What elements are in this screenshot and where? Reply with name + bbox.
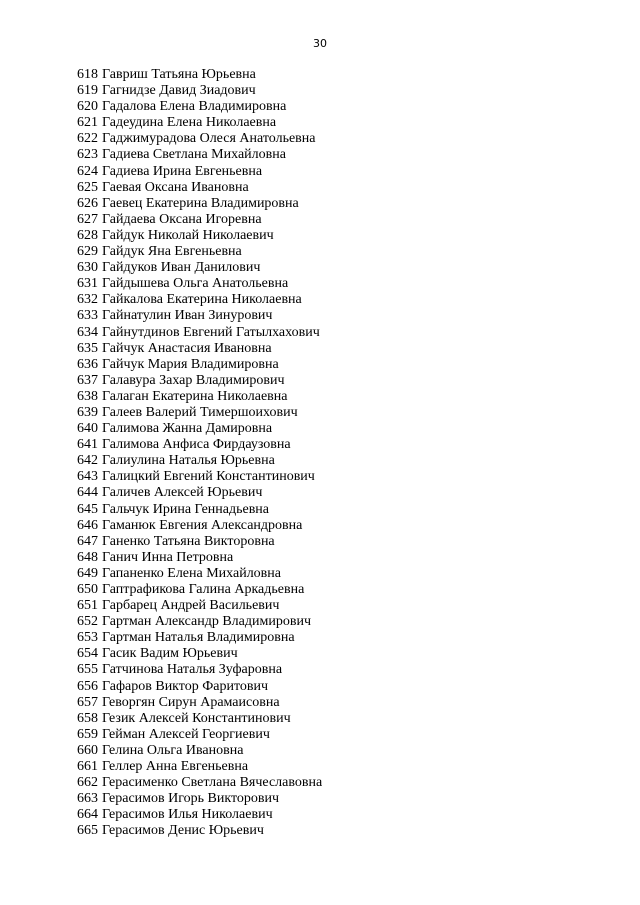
list-item [77,566,322,582]
entry-number: 651 [77,598,98,614]
entry-number: 619 [77,83,98,99]
entry-name: Галеев Валерий Тимершоихович [102,404,298,420]
entry-number: 645 [77,501,98,517]
entry-name: Гайдышева Ольга Анатольевна [102,276,289,292]
entry-name: Гавриш Татьяна Юрьевна [102,67,256,82]
list-item [77,662,322,678]
entry-name: Гезик Алексей Константинович [102,710,291,726]
entry-number: 662 [77,775,98,791]
entry-name: Галицкий Евгений Константинович [102,469,315,485]
list-item [77,147,322,163]
entry-name: Гафаров Виктор Фаритович [102,678,269,694]
entry-name: Галимова Анфиса Фирдаузовна [102,437,291,453]
entry-name: Гайкалова Екатерина Николаевна [102,292,302,308]
entry-name: Гайчук Анастасия Ивановна [102,340,272,356]
entry-name: Галиулина Наталья Юрьевна [102,453,275,469]
entry-number: 658 [77,710,98,726]
entry-name: Герасимов Илья Николаевич [102,807,273,823]
entry-name: Ганенко Татьяна Викторовна [102,533,275,549]
list-item [77,180,322,196]
list-item [77,405,322,421]
entry-name: Гайдуков Иван Данилович [102,260,261,276]
entry-name: Гелина Ольга Ивановна [102,742,244,758]
list-item [77,228,322,244]
entry-name: Гайдук Яна Евгеньевна [102,244,242,260]
list-item [77,630,322,646]
entry-name: Гадеудина Елена Николаевна [102,115,277,131]
entry-number: 639 [77,404,98,420]
entry-name: Гапаненко Елена Михайловна [102,565,281,581]
entry-number: 636 [77,356,98,372]
entry-name: Галаган Екатерина Николаевна [102,388,288,404]
entry-name: Герасимов Игорь Викторович [102,791,280,807]
list-item [77,485,322,501]
entry-number: 657 [77,694,98,710]
list-item [77,196,322,212]
list-item [77,823,322,839]
entry-name: Гайнатулин Иван Зинурович [102,308,273,324]
list-item [77,373,322,389]
list-item [77,437,322,453]
list-item [77,727,322,743]
list-item [77,164,322,180]
list-item [77,212,322,228]
entry-number: 655 [77,662,98,678]
entry-name: Гадиева Светлана Михайловна [102,147,286,163]
list-item [77,325,322,341]
entry-number: 626 [77,195,98,211]
list-item [77,453,322,469]
entry-name: Герасимов Денис Юрьевич [102,823,264,839]
list-item [77,711,322,727]
entry-number: 630 [77,260,98,276]
list-item [77,389,322,405]
entry-number: 650 [77,582,98,597]
list-item [77,518,322,534]
list-item [77,646,322,662]
entry-number: 648 [77,549,98,565]
entry-number: 664 [77,807,98,823]
entry-name: Галичев Алексей Юрьевич [102,485,263,501]
entry-name: Гаптрафикова Галина Аркадьевна [102,582,305,597]
entry-number: 649 [77,565,98,581]
list-item [77,550,322,566]
entry-number: 660 [77,742,98,758]
entry-name: Гайдук Николай Николаевич [102,227,274,243]
entry-number: 644 [77,485,98,501]
list-item [77,357,322,373]
entry-number: 665 [77,823,98,839]
entry-name: Галимова Жанна Дамировна [102,421,273,437]
list-item [77,276,322,292]
entry-number: 643 [77,469,98,485]
entry-name: Геллер Анна Евгеньевна [102,759,249,775]
entry-name: Гадиева Ирина Евгеньевна [102,163,263,179]
list-item [77,679,322,695]
name-list [77,67,322,840]
entry-number: 647 [77,533,98,549]
entry-number: 654 [77,646,98,662]
entry-name: Гайдаева Оксана Игоревна [102,211,262,227]
entry-name: Ганич Инна Петровна [102,549,234,565]
entry-name: Гагнидзе Давид Зиадович [102,83,256,99]
entry-number: 632 [77,292,98,308]
list-item [77,115,322,131]
entry-number: 659 [77,726,98,742]
list-item [77,421,322,437]
entry-name: Геворгян Сирун Арамаисовна [102,694,280,710]
list-item [77,131,322,147]
list-item [77,759,322,775]
list-item [77,308,322,324]
entry-number: 628 [77,227,98,243]
entry-number: 618 [77,67,98,82]
list-item [77,244,322,260]
list-item [77,83,322,99]
entry-number: 634 [77,324,98,340]
entry-name: Гасик Вадим Юрьевич [102,646,238,662]
entry-name: Герасименко Светлана Вячеславовна [102,775,323,791]
entry-number: 625 [77,179,98,195]
entry-number: 652 [77,614,98,630]
list-item [77,67,322,83]
entry-name: Гайнутдинов Евгений Гатылхахович [102,324,320,340]
list-item [77,502,322,518]
list-item [77,791,322,807]
list-item [77,743,322,759]
entry-number: 661 [77,759,98,775]
entry-number: 633 [77,308,98,324]
list-item [77,598,322,614]
entry-number: 631 [77,276,98,292]
entry-name: Гарбарец Андрей Васильевич [102,598,280,614]
entry-name: Гартман Наталья Владимировна [102,630,295,646]
entry-number: 629 [77,244,98,260]
list-item [77,99,322,115]
entry-name: Гадалова Елена Владимировна [102,99,287,115]
entry-name: Гайчук Мария Владимировна [102,356,279,372]
list-item [77,582,322,598]
entry-number: 638 [77,388,98,404]
entry-name: Гартман Александр Владимирович [102,614,311,630]
entry-number: 623 [77,147,98,163]
entry-name: Гальчук Ирина Геннадьевна [102,501,270,517]
entry-name: Гатчинова Наталья Зуфаровна [102,662,283,678]
entry-number: 646 [77,517,98,533]
entry-number: 637 [77,372,98,388]
page-number: 30 [313,37,327,50]
entry-number: 620 [77,99,98,115]
entry-number: 622 [77,131,98,147]
list-item [77,775,322,791]
entry-number: 641 [77,437,98,453]
entry-name: Гаевая Оксана Ивановна [102,179,249,195]
entry-name: Гаманюк Евгения Александровна [102,517,303,533]
entry-number: 656 [77,678,98,694]
entry-name: Гейман Алексей Георгиевич [102,726,270,742]
entry-number: 663 [77,791,98,807]
list-item [77,534,322,550]
list-item [77,807,322,823]
entry-number: 640 [77,421,98,437]
entry-name: Гаевец Екатерина Владимировна [102,195,299,211]
entry-number: 635 [77,340,98,356]
list-item [77,341,322,357]
entry-number: 642 [77,453,98,469]
entry-number: 653 [77,630,98,646]
entry-name: Галавура Захар Владимирович [102,372,285,388]
list-item [77,469,322,485]
list-item [77,695,322,711]
entry-name: Гаджимурадова Олеся Анатольевна [102,131,316,147]
list-item [77,614,322,630]
list-item [77,292,322,308]
entry-number: 621 [77,115,98,131]
list-item [77,260,322,276]
entry-number: 624 [77,163,98,179]
entry-number: 627 [77,211,98,227]
